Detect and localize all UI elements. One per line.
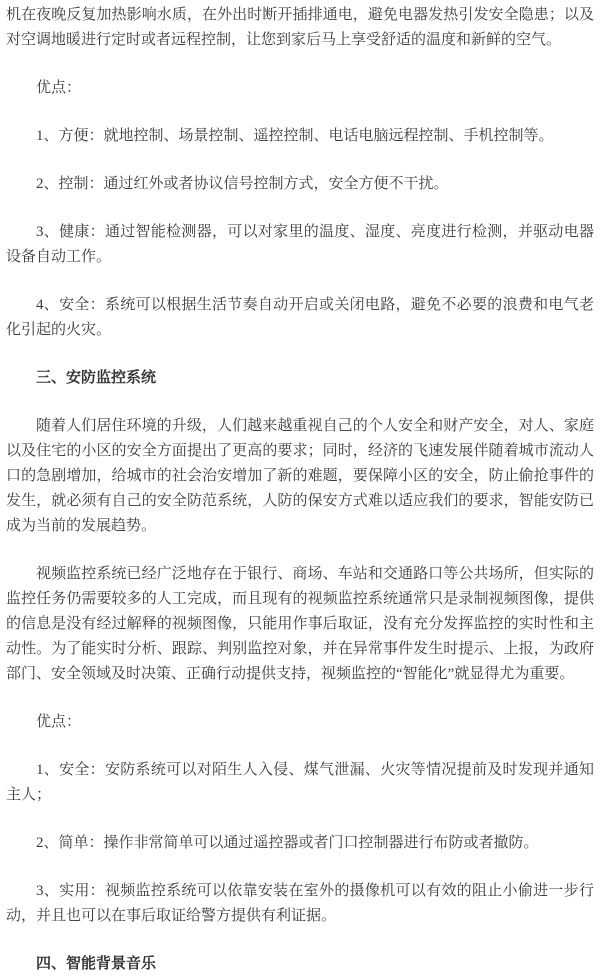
- list-item-security-safety: 1、安全：安防系统可以对陌生人入侵、煤气泄漏、火灾等情况提前及时发现并通知主人；: [6, 762, 594, 803]
- list-item-health: 3、健康：通过智能检测器，可以对家里的温度、湿度、亮度进行检测，并驱动电器设备自动工作。: [6, 224, 594, 265]
- paragraph-advantages-label: 优点：: [36, 80, 82, 96]
- paragraph-continuation: 机在夜晚反复加热影响水质，在外出时断开插排通电，避免电器发热引发安全隐患；以及对空调地暖进行定时或者远程控制，让您到家后马上享受舒适的温度和新鲜的空气。: [6, 7, 594, 48]
- paragraph-security-background: 随着人们居住环境的升级，人们越来越重视自己的个人安全和财产安全，对人、家庭以及住宅的小区的安全方面提出了更高的要求；同时，经济的飞速发展伴随着城市流动人口的急剧增加，给城市的社会治安增加了新的难题，要保障小区的安全，防止偷抢事件的发生，就必须有自己的安全防范系统，人防的保安方式难以适应我们的要求，智能安防已成为当前的发展趋势。: [6, 418, 594, 534]
- list-item-convenience: 1、方便：就地控制、场景控制、遥控控制、电话电脑远程控制、手机控制等。: [36, 128, 554, 144]
- paragraph-advantages-label-2: 优点：: [36, 714, 82, 730]
- list-item-security-simple: 2、简单：操作非常简单可以通过遥控器或者门口控制器进行布防或者撤防。: [36, 835, 539, 851]
- list-item-security-practical: 3、实用：视频监控系统可以依靠安装在室外的摄像机可以有效的阻止小偷进一步行动，并且也可以在事后取证给警方提供有利证据。: [6, 883, 594, 924]
- list-item-safety: 4、安全：系统可以根据生活节奏自动开启或关闭电路，避免不必要的浪费和电气老化引起的火灾。: [6, 297, 594, 338]
- section-heading-security-monitoring: 三、安防监控系统: [36, 370, 157, 386]
- list-item-control: 2、控制：通过红外或者协议信号控制方式，安全方便不干扰。: [36, 176, 449, 192]
- paragraph-video-surveillance: 视频监控系统已经广泛地存在于银行、商场、车站和交通路口等公共场所，但实际的监控任务仍需要较多的人工完成，而且现有的视频监控系统通常只是录制视频图像，提供的信息是没有经过解释的视频图像，只能用作事后取证，没有充分发挥监控的实时性和主动性。为了能实时分析、跟踪、判别监控对象，并在异常事件发生时提示、上报，为政府部门、安全领域及时决策、正确行动提供支持，视频监控的“智能化”就显得尤为重要。: [6, 566, 594, 682]
- section-heading-background-music: 四、智能背景音乐: [36, 956, 157, 972]
